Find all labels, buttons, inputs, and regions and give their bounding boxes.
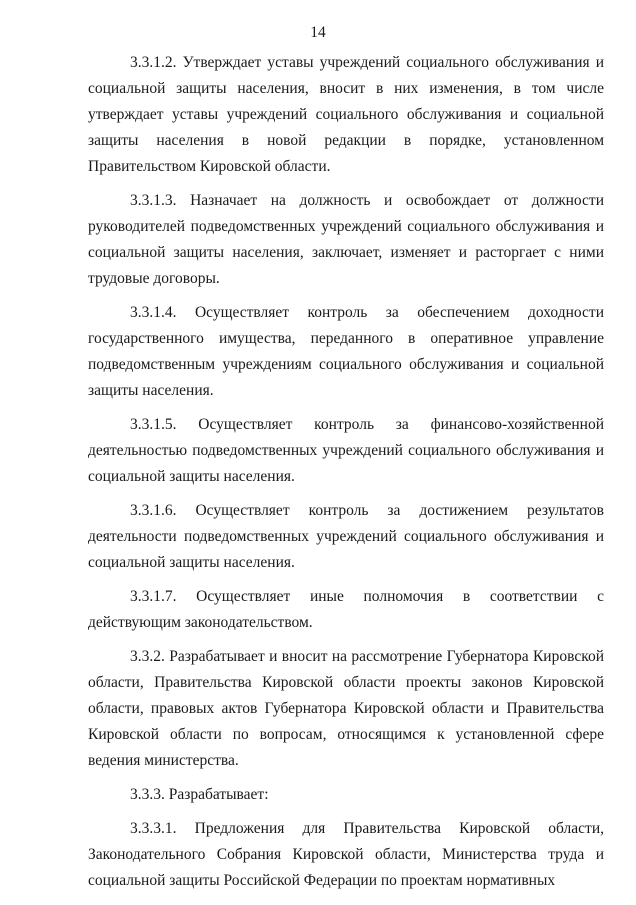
paragraph-3-3-1-2: 3.3.1.2. Утверждает уставы учреждений социального обслуживания и социальной защиты населения, вносит в них изменения, в том числе утверждает уставы учреждений социального обслуживания и социальной защиты населения в новой редакции в порядке, установленном Правительством Кировской области. (88, 54, 604, 175)
paragraph-3-3-1-4: 3.3.1.4. Осуществляет контроль за обеспечением доходности государственного имущества, переданного в оперативное управление подведомственным учреждениям социального обслуживания и социальной защиты населения. (88, 304, 604, 399)
paragraph-3-3-3: 3.3.3. Разрабатывает: (130, 786, 269, 803)
page-number: 14 (310, 24, 326, 41)
paragraph-3-3-2: 3.3.2. Разрабатывает и вносит на рассмотрение Губернатора Кировской области, Правительства Кировской области проекты законов Кировской области, правовых актов Губернатора Кировской области и Правительства Кировской области по вопросам, относящимся к установленной сфере ведения министерства. (88, 648, 604, 769)
paragraph-3-3-1-6: 3.3.1.6. Осуществляет контроль за достижением результатов деятельности подведомственных учреждений социального обслуживания и социальной защиты населения. (88, 502, 604, 571)
document-body (88, 50, 604, 902)
paragraph-3-3-1-3: 3.3.1.3. Назначает на должность и освобождает от должности руководителей подведомственных учреждений социального обслуживания и социальной защиты населения, заключает, изменяет и расторгает с ними трудовые договоры. (88, 192, 604, 287)
paragraph-3-3-3-1: 3.3.3.1. Предложения для Правительства Кировской области, Законодательного Собрания Кировской области, Министерства труда и социальной защиты Российской Федерации по проектам нормативных (88, 820, 604, 889)
paragraph-3-3-1-5: 3.3.1.5. Осуществляет контроль за финансово-хозяйственной деятельностью подведомственных учреждений социального обслуживания и социальной защиты населения. (88, 416, 604, 485)
paragraph-3-3-1-7: 3.3.1.7. Осуществляет иные полномочия в соответствии с действующим законодательством. (88, 588, 604, 631)
